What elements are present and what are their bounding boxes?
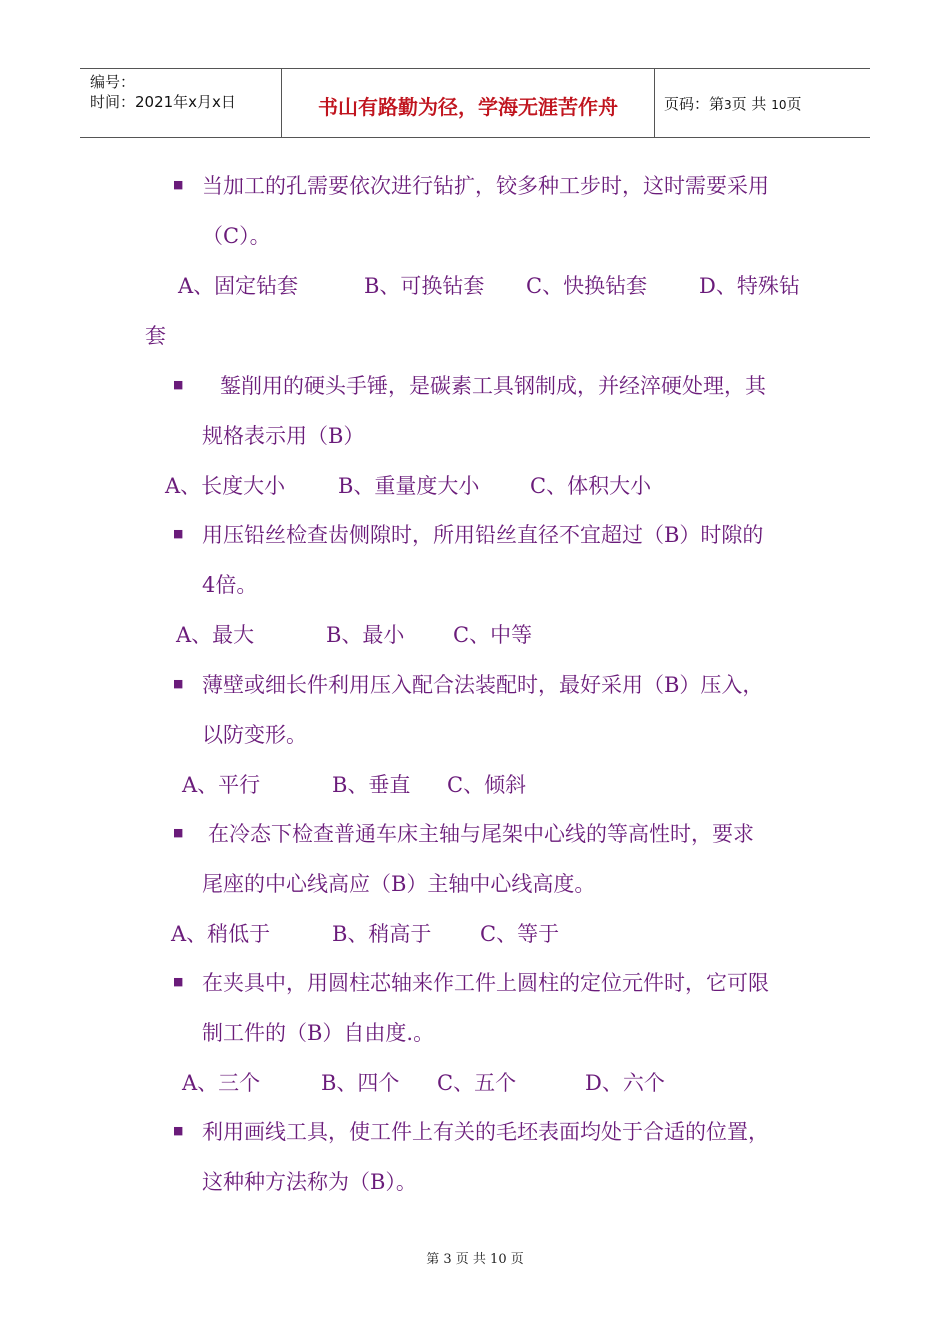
motto-text: 书山有路勤为径，学海无涯苦作舟: [318, 95, 618, 119]
option-c: C、等于: [480, 922, 560, 946]
option-d: D、六个: [585, 1071, 665, 1095]
page-suffix: 页: [786, 95, 802, 113]
question-text-cont: 制工件的（B）自由度.。: [202, 1021, 435, 1045]
document-time-label: 时间：2021年x月x日: [90, 93, 236, 111]
option-a: A、稍低于: [171, 922, 271, 946]
option-b: B、可换钻套: [364, 274, 485, 298]
option-b: B、垂直: [332, 773, 411, 797]
bullet-icon: ■: [173, 975, 184, 988]
question-text-cont: 4倍。: [202, 573, 258, 597]
bullet-icon: ■: [173, 826, 184, 839]
question-text-cont: 规格表示用（B）: [202, 424, 365, 448]
bullet-icon: ■: [173, 1124, 184, 1137]
header-page-number: [664, 93, 802, 114]
option-b: B、最小: [326, 623, 405, 647]
option-a: A、最大: [176, 623, 255, 647]
question-text: 利用画线工具，使工件上有关的毛坯表面均处于合适的位置，: [202, 1120, 769, 1144]
question-text: 薄壁或细长件利用压入配合法装配时，最好采用（B）压入，: [202, 673, 764, 697]
option-a: A、长度大小: [165, 474, 286, 498]
bullet-icon: ■: [173, 178, 184, 191]
bullet-icon: ■: [173, 378, 184, 391]
option-b: B、四个: [321, 1071, 400, 1095]
bullet-icon: ■: [173, 527, 184, 540]
header-meta-cell: [80, 69, 280, 137]
option-c: C、倾斜: [447, 773, 527, 797]
document-number-label: 编号：: [90, 73, 136, 91]
question-text: 在夹具中，用圆柱芯轴来作工件上圆柱的定位元件时，它可限: [202, 971, 769, 995]
option-d: D、特殊钻: [699, 274, 800, 298]
option-c: C、五个: [437, 1071, 517, 1095]
option-c: C、体积大小: [530, 474, 652, 498]
question-text-cont: 这种种方法称为（B）。: [202, 1170, 417, 1194]
page-current: 3: [724, 98, 732, 112]
option-b: B、稍高于: [332, 922, 432, 946]
document-header: [80, 68, 870, 138]
page-mid: 页 共: [731, 95, 767, 113]
header-page-cell: [654, 69, 870, 137]
question-text: 用压铅丝检查齿侧隙时，所用铅丝直径不宜超过（B）时隙的: [202, 523, 764, 547]
option-a: A、平行: [182, 773, 261, 797]
question-text-cont: 以防变形。: [202, 723, 307, 747]
question-text: 在冷态下检查普通车床主轴与尾架中心线的等高性时，要求: [208, 822, 754, 846]
question-text-cont: 尾座的中心线高应（B）主轴中心线高度。: [202, 872, 596, 896]
bullet-icon: ■: [173, 677, 184, 690]
page-footer: 第 3 页 共 10 页: [426, 1252, 524, 1267]
option-b: B、重量度大小: [338, 474, 480, 498]
question-text-cont: （C）。: [202, 224, 271, 248]
page-total: 10: [771, 98, 787, 112]
question-text: 当加工的孔需要依次进行钻扩，铰多种工步时，这时需要采用: [202, 174, 769, 198]
option-c: C、中等: [453, 623, 533, 647]
question-text: 錾削用的硬头手锤，是碳素工具钢制成，并经淬硬处理，其: [220, 374, 766, 398]
option-a: A、固定钻套: [178, 274, 299, 298]
option-c: C、快换钻套: [526, 274, 648, 298]
page-prefix: 页码：第: [664, 95, 725, 113]
option-a: A、三个: [182, 1071, 261, 1095]
option-d-wrap: 套: [145, 324, 166, 348]
header-motto-cell: [281, 69, 655, 137]
